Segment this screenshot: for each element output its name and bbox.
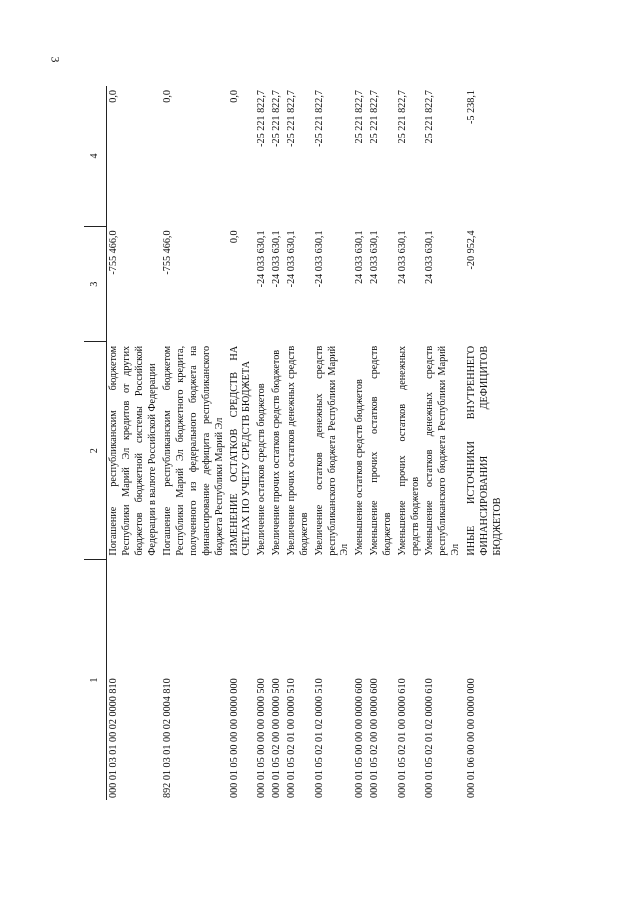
row-name: Уменьшение прочих остатков денежных средств бюджетов (396, 345, 421, 556)
row-value-col3: -24 033 630,1 (271, 230, 283, 288)
row-value-col3: 24 033 630,1 (396, 230, 408, 284)
row-value-col4: 25 221 822,7 (424, 90, 436, 144)
row-code: 000 01 05 00 00 00 0000 600 (354, 678, 366, 798)
row-value-col3: 24 033 630,1 (424, 230, 436, 284)
row-name: Уменьшение прочих остатков средств бюджетов (369, 345, 393, 556)
row-value-col4: 25 221 822,7 (354, 90, 366, 144)
table-row (228, 86, 256, 800)
row-code: 000 01 05 02 01 00 0000 510 (285, 678, 297, 798)
table-row (464, 86, 506, 800)
row-value-col4: -25 221 822,7 (271, 90, 283, 147)
row-value-col3: 24 033 630,1 (369, 230, 381, 284)
column-header-4: 4 (84, 86, 107, 226)
row-value-col3: 0,0 (228, 230, 240, 244)
row-value-col4: -25 221 822,7 (256, 90, 268, 147)
row-value-col3: 24 033 630,1 (354, 230, 366, 284)
row-value-col3: -755 466,0 (108, 230, 119, 275)
rotated-table-page (84, 86, 556, 800)
table-row (396, 86, 424, 800)
table-row (353, 86, 368, 800)
row-code: 000 01 05 02 01 02 0000 610 (424, 678, 436, 798)
row-name: Уменьшение остатков денежных средств республиканского бюджета Республики Марий Эл (424, 345, 462, 556)
row-code: 000 01 05 02 01 02 0000 510 (313, 678, 325, 798)
row-name: Увеличение прочих остатков средств бюджетов (271, 349, 283, 556)
row-name: Увеличение остатков денежных средств республиканского бюджета Республики Марий Эл (313, 345, 351, 556)
row-code: 000 01 05 00 00 00 0000 000 (228, 678, 240, 798)
column-header-2: 2 (84, 342, 107, 560)
row-value-col4: 25 221 822,7 (369, 90, 381, 144)
row-code: 000 01 03 01 00 02 0000 810 (108, 678, 119, 798)
row-value-col3: -755 466,0 (162, 230, 174, 275)
table-row (423, 86, 464, 800)
row-name: Уменьшение остатков средств бюджетов (354, 379, 366, 556)
page-number: 3 (48, 56, 63, 63)
row-value-col4: 0,0 (228, 90, 240, 103)
budget-sources-table (84, 86, 505, 800)
table-row (107, 86, 161, 800)
table-row (285, 86, 313, 800)
row-value-col4: 0,0 (162, 90, 174, 103)
row-code: 000 01 05 02 01 00 0000 610 (396, 678, 408, 798)
row-value-col4: -5 238,1 (465, 90, 477, 124)
row-name: Погашение республиканским бюджетом Республики Марий Эл бюджетного кредита, полученного из федерального бюджета на финансирование дефицита республиканского бюджета Республики Марий Эл (162, 345, 225, 556)
row-value-col4: 25 221 822,7 (396, 90, 408, 144)
table-row (255, 86, 270, 800)
table-row (313, 86, 354, 800)
row-value-col4: -25 221 822,7 (313, 90, 325, 147)
table-row (160, 86, 227, 800)
row-value-col3: -24 033 630,1 (285, 230, 297, 288)
column-header-3: 3 (84, 226, 107, 341)
row-name: Увеличение остатков средств бюджетов (256, 383, 268, 556)
row-code: 000 01 05 02 00 00 0000 500 (271, 678, 283, 798)
row-code: 000 01 05 02 00 00 0000 600 (369, 678, 381, 798)
table-header-row (84, 86, 107, 800)
row-code: 000 01 06 00 00 00 0000 000 (465, 678, 477, 798)
row-code: 892 01 03 01 00 02 0004 810 (162, 678, 174, 798)
table-row (270, 86, 285, 800)
row-value-col4: -25 221 822,7 (285, 90, 297, 147)
row-name: ИНЫЕ ИСТОЧНИКИ ВНУТРЕННЕГО ФИНАНСИРОВАНИЯ ДЕФИЦИТОВ БЮДЖЕТОВ (465, 345, 503, 556)
row-value-col3: -24 033 630,1 (256, 230, 268, 288)
row-code: 000 01 05 00 00 00 0000 500 (256, 678, 268, 798)
row-value-col3: -20 952,4 (465, 230, 477, 270)
row-value-col4: 0,0 (108, 90, 119, 103)
table-row (368, 86, 396, 800)
row-name: Погашение республиканским бюджетом Республики Марий Эл кредитов от других бюджетов бюджетной системы Российской Федерации в валюте Российской Федерации (108, 345, 158, 556)
row-value-col3: -24 033 630,1 (313, 230, 325, 288)
row-name: ИЗМЕНЕНИЕ ОСТАТКОВ СРЕДСТВ НА СЧЕТАХ ПО УЧЕТУ СРЕДСТВ БЮДЖЕТА (228, 345, 253, 556)
row-name: Увеличение прочих остатков денежных средств бюджетов (285, 345, 310, 556)
column-header-1: 1 (84, 560, 107, 800)
